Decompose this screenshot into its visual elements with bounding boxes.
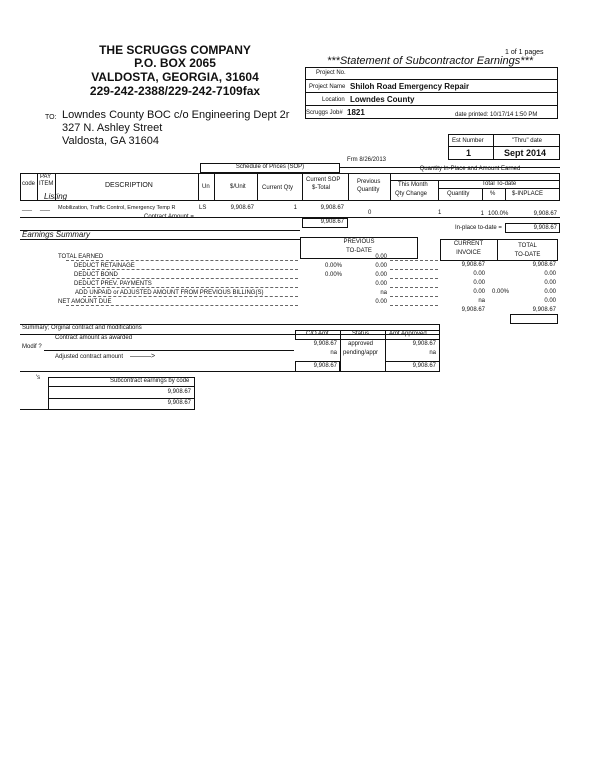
to-line-1: Lowndes County BOC c/o Engineering Dept 2r <box>62 109 290 121</box>
earnings-row-pct: 0.00% <box>324 272 342 278</box>
company-po-box: P.O. BOX 2065 <box>134 56 216 70</box>
contract-amount: 9,908.67 <box>320 219 344 225</box>
inplace-label: In-place to-date = <box>455 225 502 231</box>
earnings-row-label: DEDUCT BOND <box>74 272 118 278</box>
h-total-todate: Total To-date <box>482 181 517 187</box>
h-current-qty: Current Qty <box>262 185 294 191</box>
earnings-row-previous: na <box>380 290 387 296</box>
earnings-row-current: 9,908.67 <box>461 262 485 268</box>
to-label: TO: <box>45 114 57 121</box>
statement-title: ***Statement of Subcontractor Earnings*** <box>327 55 534 67</box>
earnings-row-previous: 0.00 <box>375 254 387 260</box>
location-label: Location <box>322 97 345 103</box>
earnings-row-leader <box>82 278 298 279</box>
earnings-row-leader <box>66 260 298 261</box>
code-earnings-value-1: 9,908.67 <box>167 389 191 395</box>
h-inplace: $-INPLACE <box>512 191 544 197</box>
code-earnings-title: Subcontract earnings by code <box>110 378 190 384</box>
h-qty-change: Qty Change <box>395 191 428 197</box>
earnings-row-total: 9,908.67 <box>532 307 556 313</box>
h-current-sop: Current SOP <box>306 177 341 183</box>
sop-title: Schedule of Prices (SOP) <box>235 164 305 170</box>
previous-header: PREVIOUS <box>343 239 375 245</box>
summary-title: Summary; Orginal contract and modifications <box>22 325 142 331</box>
earnings-row-current: 9,908.67 <box>461 307 485 313</box>
amt-approved-header: Amt Approved <box>389 331 427 337</box>
invoice-header: INVOICE <box>456 250 481 256</box>
company-name: THE SCRUGGS COMPANY <box>99 43 251 57</box>
earnings-row-leader <box>390 269 438 270</box>
row-stotal: 9,908.67 <box>320 205 344 211</box>
est-number: 1 <box>466 148 472 158</box>
earnings-row-leader <box>82 269 298 270</box>
earnings-summary-title: Earnings Summary <box>22 230 91 239</box>
total-header: TOTAL <box>518 243 537 249</box>
thru-date: Sept 2014 <box>504 148 547 158</box>
h-pct: % <box>490 191 496 197</box>
earnings-row-total: 0.00 <box>544 280 556 286</box>
row-description: Mobilization, Traffic Control, Emergency Temp R <box>58 205 176 211</box>
mod-status: pending/appr <box>343 350 379 356</box>
company-phone: 229-242-2388/229-242-7109fax <box>89 84 261 98</box>
mod-approved: na <box>429 350 436 356</box>
project-name-label: Project Name <box>309 84 346 90</box>
page-count: 1 of 1 pages <box>505 49 544 56</box>
inplace-amount: 9,908.67 <box>533 225 557 231</box>
status-header: Status <box>352 331 370 337</box>
earnings-row-label: ADD UNPAID or ADJUSTED AMOUNT FROM PREVIOUS BILLING(S) <box>75 290 264 296</box>
row-quantity: 1 <box>480 211 484 217</box>
earnings-row-leader <box>390 287 438 288</box>
to-line-3: Valdosta, GA 31604 <box>62 135 160 147</box>
row-current-qty: 1 <box>293 205 297 211</box>
modif-label: Modif ? <box>22 344 42 350</box>
adjusted-contract-label: Adjusted contract amount <box>55 354 124 360</box>
earnings-row-current: 0.00 <box>473 271 485 277</box>
earnings-row-leader <box>82 287 298 288</box>
mod-co-amt: na <box>330 350 337 356</box>
earnings-row-leader <box>390 278 438 279</box>
earnings-row-leader <box>390 260 438 261</box>
earnings-row-leader <box>390 305 438 306</box>
h-un: Un <box>202 184 210 190</box>
project-location: Lowndes County <box>350 95 415 104</box>
h-item: ITEM <box>39 181 54 187</box>
form-revision: Frm 8/26/2013 <box>347 157 387 163</box>
contract-amount-label: Contract Amount = <box>144 214 194 220</box>
orig-approved: 9,908.67 <box>412 341 436 347</box>
previous-todate-header: TO-DATE <box>346 248 372 254</box>
row-item: ___ <box>40 205 51 211</box>
orig-status: approved <box>348 341 374 347</box>
earnings-row-leader <box>66 305 298 306</box>
earnings-row-leader <box>390 296 438 297</box>
code-marker: 's <box>36 375 41 381</box>
earnings-row-label: DEDUCT PREV. PAYMENTS <box>74 281 152 287</box>
co-amt-header: C/O Amt <box>306 331 329 337</box>
est-number-label: Est Number <box>452 138 484 144</box>
earnings-row-total: 0.00 <box>544 271 556 277</box>
earnings-row-leader <box>83 296 298 297</box>
earnings-row-current: 0.00 <box>473 280 485 286</box>
h-prev-quantity: Quantity <box>357 187 380 193</box>
adjusted-approved: 9,908.67 <box>412 363 436 369</box>
row-code: ___ <box>22 205 33 211</box>
adjusted-co-amt: 9,908.67 <box>313 363 337 369</box>
h-previous: Previous <box>357 179 381 185</box>
orig-contract-label: Contract amount as awarded <box>55 335 133 341</box>
row-pct: 100.0% <box>488 211 509 217</box>
listing-label: Listing <box>44 192 68 201</box>
thru-date-label: "Thru" date <box>512 138 542 144</box>
code-earnings-value-2: 9,908.67 <box>167 400 191 406</box>
h-quantity: Quantity <box>447 191 470 197</box>
company-city: VALDOSTA, GEORGIA, 31604 <box>91 70 259 84</box>
earnings-row-current: 0.00 <box>473 289 485 295</box>
qty-title: Quantity In-Place and Amount Earned <box>419 166 521 172</box>
earnings-row-total: 0.00 <box>544 289 556 295</box>
earnings-row-label: NET AMOUNT DUE <box>58 299 112 305</box>
h-this-month: This Month <box>398 182 428 188</box>
project-no-label: Project No. <box>316 70 346 76</box>
row-qty-change: 1 <box>438 210 442 216</box>
orig-co-amt: 9,908.67 <box>313 341 337 347</box>
job-label: Scruggs Job# <box>306 110 343 116</box>
row-previous: 0 <box>368 210 372 216</box>
h-pay: PAY <box>40 174 52 180</box>
row-unit-price: 9,908.67 <box>230 205 254 211</box>
net-total-box <box>510 314 558 324</box>
h-unit: $/Unit <box>230 184 246 190</box>
row-un: LS <box>199 205 207 211</box>
total-todate-header: TO-DATE <box>514 252 541 258</box>
earnings-row-current-pct: 0.00% <box>492 289 510 295</box>
h-description: DESCRIPTION <box>105 182 153 189</box>
h-stotal: $-Total <box>312 185 331 191</box>
current-header: CURRENT <box>453 241 484 247</box>
project-name: Shiloh Road Emergency Repair <box>350 82 470 91</box>
earnings-row-previous: 0.00 <box>375 272 387 278</box>
earnings-row-label: DEDUCT RETAINAGE <box>74 263 135 269</box>
earnings-row-total: 9,908.67 <box>532 262 556 268</box>
job-number: 1821 <box>347 108 365 117</box>
earnings-row-label: TOTAL EARNED <box>58 254 104 260</box>
to-line-2: 327 N. Ashley Street <box>62 122 163 134</box>
earnings-row-pct: 0.00% <box>324 263 342 269</box>
date-printed: date printed: 10/17/14 1:50 PM <box>455 112 538 118</box>
h-code: code <box>22 181 36 187</box>
earnings-row-current: na <box>478 298 485 304</box>
adjusted-arrow: ———> <box>130 353 156 360</box>
row-inplace: 9,908.67 <box>533 211 557 217</box>
earnings-row-previous: 0.00 <box>375 281 387 287</box>
earnings-row-previous: 0.00 <box>375 299 387 305</box>
earnings-row-total: 0.00 <box>544 298 556 304</box>
earnings-row-previous: 0.00 <box>375 263 387 269</box>
